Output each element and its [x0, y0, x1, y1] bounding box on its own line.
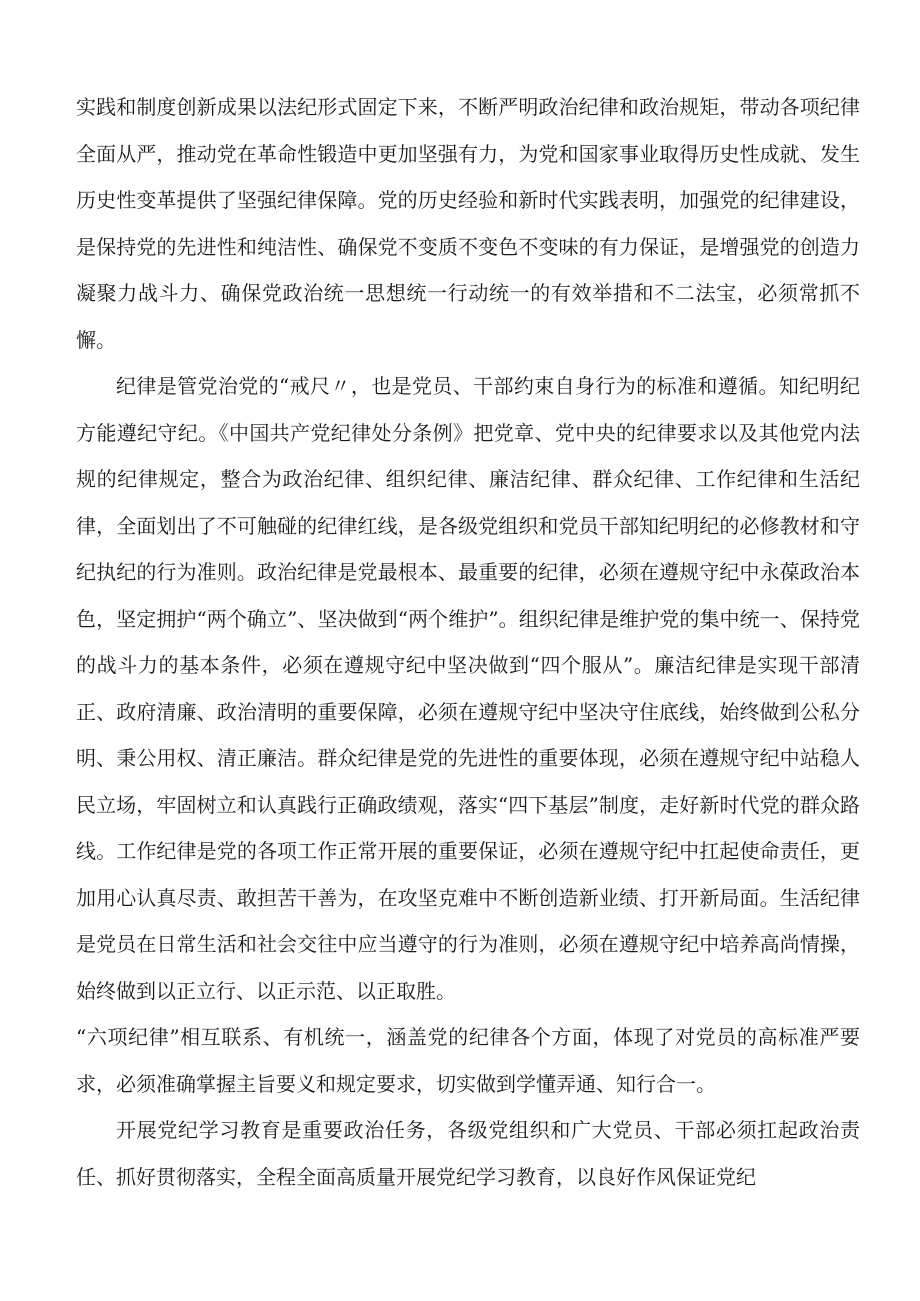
paragraph-2: 纪律是管党治党的“戒尺〃，也是党员、干部约束自身行为的标准和遵循。知纪明纪方能遵纪守纪。《中国共产党纪律处分条例》把党章、党中央的纪律要求以及其他党内法规的纪律规定，整合为政治纪律、组织纪律、廉洁纪律、群众纪律、工作纪律和生活纪律，全面划出了不可触碰的纪律红线，是各级党组织和党员干部知纪明纪的必修教材和守纪执纪的行为准则。政治纪律是党最根本、最重要的纪律，必须在遵规守纪中永葆政治本色，坚定拥护“两个确立”、坚决做到“两个维护”。组织纪律是维护党的集中统一、保持党的战斗力的基本条件，必须在遵规守纪中坚决做到“四个服从”。廉洁纪律是实现干部清正、政府清廉、政治清明的重要保障，必须在遵规守纪中坚决守住底线，始终做到公私分明、秉公用权、清正廉洁。群众纪律是党的先进性的重要体现，必须在遵规守纪中站稳人民立场，牢固树立和认真践行正确政绩观，落实“四下基层”制度，走好新时代党的群众路线。工作纪律是党的各项工作正常开展的重要保证，必须在遵规守纪中扛起使命责任，更加用心认真尽责、敢担苦干善为，在攻坚克难中不断创造新业绩、打开新局面。生活纪律是党员在日常生活和社会交往中应当遵守的行为准则，必须在遵规守纪中培养高尚情操，始终做到以正立行、以正示范、以正取胜。 [76, 374, 860, 1003]
body-text [76, 84, 860, 1200]
paragraph-3: “六项纪律”相互联系、有机统一，涵盖党的纪律各个方面，体现了对党员的高标准严要求，必须准确掌握主旨要义和规定要求，切实做到学懂弄通、知行合一。 [76, 1025, 860, 1096]
paragraph-4: 开展党纪学习教育是重要政治任务，各级党组织和广大党员、干部必须扛起政治责任、抓好贯彻落实，全程全面高质量开展党纪学习教育，以良好作风保证党纪 [76, 1118, 860, 1189]
paragraph-1: 实践和制度创新成果以法纪形式固定下来，不断严明政治纪律和政治规矩，带动各项纪律全面从严，推动党在革命性锻造中更加坚强有力，为党和国家事业取得历史性成就、发生历史性变革提供了坚强纪律保障。党的历史经验和新时代实践表明，加强党的纪律建设，是保持党的先进性和纯洁性、确保党不变质不变色不变味的有力保证，是增强党的创造力凝聚力战斗力、确保党政治统一思想统一行动统一的有效举措和不二法宝，必须常抓不懈。 [76, 95, 860, 352]
